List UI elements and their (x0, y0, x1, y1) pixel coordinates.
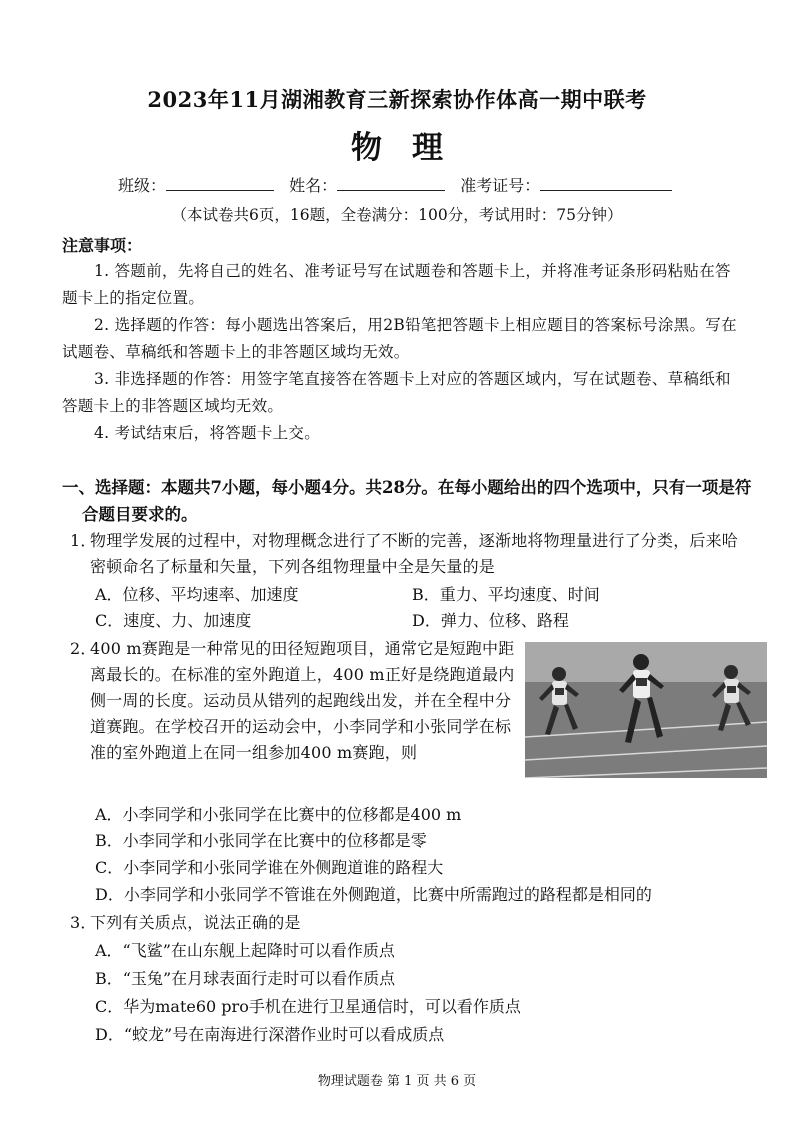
section-heading: 一、选择题：本题共7小题，每小题4分。共28分。在每小题给出的四个选项中，只有一项是符合题目要求的。 (62, 478, 752, 524)
option-d: D．弹力、位移、路程 (412, 611, 569, 630)
question-3 (70, 910, 740, 936)
exam-title: 2023年11月湖湘教育三新探索协作体高一期中联考 (147, 87, 647, 112)
runners-image (525, 642, 767, 778)
page-footer: 物理试题卷 第 1 页 共 6 页 (317, 1074, 477, 1089)
student-info-row (118, 173, 698, 196)
notice-item: 4. 考试结束后，将答题卡上交。 (94, 424, 321, 442)
notice-item: 1. 答题前，先将自己的姓名、准考证号写在试题卷和答题卡上，并将准考证条形码粘贴在答题卡上的指定位置。 (62, 262, 731, 307)
option-b: B．重力、平均速度、时间 (412, 585, 600, 604)
question-1 (70, 528, 740, 580)
question-stem: 物理学发展的过程中，对物理概念进行了不断的完善，逐渐地将物理量进行了分类，后来哈密顿命名了标量和矢量，下列各组物理量中全是矢量的是 (90, 531, 739, 576)
option-a: A．小李同学和小张同学在比赛中的位移都是400 m (95, 805, 462, 824)
option-d: D．小李同学和小张同学不管谁在外侧跑道，比赛中所需跑过的路程都是相同的 (95, 885, 652, 904)
option-b: B．小李同学和小张同学在比赛中的位移都是零 (95, 831, 427, 850)
question-stem: 400 m赛跑是一种常见的田径短跑项目，通常它是短跑中距离最长的。在标准的室外跑道上，400 m正好是绕跑道最内侧一周的长度。运动员从错列的起跑线出发，并在全程中分道赛跑。在学校召开的运动会中，小李同学和小张同学在标准的室外跑道上在同一组参加400 m赛跑，则 (90, 639, 515, 762)
option-a: A．“飞鲨”在山东舰上起降时可以看作质点 (95, 941, 395, 960)
option-a: A．位移、平均速率、加速度 (95, 585, 299, 604)
notice-item: 2. 选择题的作答：每小题选出答案后，用2B铅笔把答题卡上相应题目的答案标号涂黑。写在试题卷、草稿纸和答题卡上的非答题区域均无效。 (62, 316, 737, 361)
notice-item: 3. 非选择题的作答：用签字笔直接答在答题卡上对应的答题区域内，写在试题卷、草稿纸和答题卡上的非答题区域均无效。 (62, 370, 731, 415)
class-blank (166, 176, 274, 191)
subject-title: 物理 (351, 130, 473, 166)
question-number: 3． (70, 913, 97, 932)
option-d: D．“蛟龙”号在南海进行深潜作业时可以看成质点 (95, 1025, 445, 1044)
option-b: B．“玉兔”在月球表面行走时可以看作质点 (95, 969, 396, 988)
class-label: 班级： (118, 176, 167, 195)
option-c: C．华为mate60 pro手机在进行卫星通信时，可以看作质点 (95, 997, 521, 1016)
name-blank (337, 176, 445, 191)
option-c: C．小李同学和小张同学谁在外侧跑道谁的路程大 (95, 858, 444, 877)
question-number: 1． (70, 531, 97, 550)
question-2 (70, 636, 520, 766)
id-blank (540, 176, 672, 191)
notice-title: 注意事项： (62, 236, 143, 255)
exam-note: （本试卷共6页，16题，全卷满分：100分，考试用时：75分钟） (171, 206, 623, 224)
question-number: 2． (70, 639, 97, 658)
question-stem: 下列有关质点，说法正确的是 (90, 913, 301, 932)
name-label: 姓名： (289, 176, 338, 195)
id-label: 准考证号： (460, 176, 541, 195)
option-c: C．速度、力、加速度 (95, 611, 252, 630)
sprint-race-photo (525, 642, 767, 778)
